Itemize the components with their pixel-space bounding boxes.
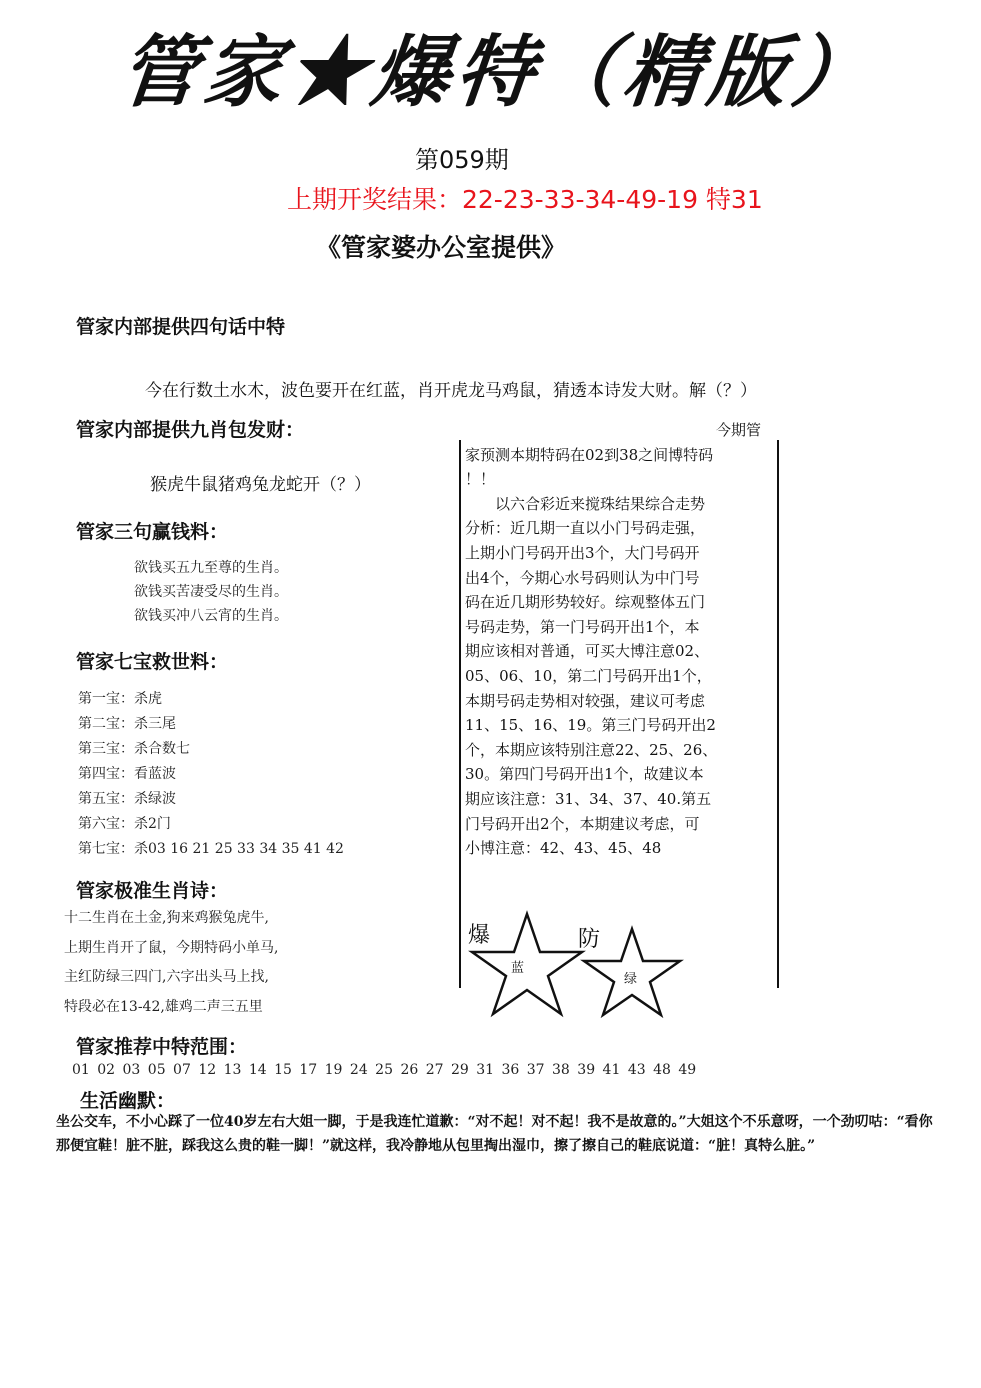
seven-treasures-heading: 管家七宝救世料：: [76, 651, 229, 673]
zodiac-poem-line: 十二生肖在土金,狗来鸡猴兔虎牛,: [64, 910, 269, 926]
analysis-line: 本期号码走势相对较强，建议可考虑: [465, 691, 706, 710]
masthead-title: 管家★爆特（精版）: [115, 27, 881, 118]
analysis-line: 上期小门号码开出3个，大门号码开: [465, 543, 700, 562]
zodiac-poem-heading: 管家极准生肖诗：: [76, 880, 229, 902]
treasure-item: [78, 763, 176, 783]
analysis-line: 门号码开出2个，本期建议考虑，可: [465, 814, 700, 833]
three-lines-line: 欲钱买五九至尊的生肖。: [134, 560, 288, 576]
analysis-line: 出4个，今期心水号码则认为中门号: [465, 568, 700, 587]
treasure-value: 杀合数七: [134, 741, 190, 757]
treasure-label: 第四宝：: [78, 766, 134, 782]
analysis-line: 05、06、10，第二门号码开出1个，: [465, 666, 712, 685]
treasure-item: [78, 788, 176, 808]
zodiac-poem-line: 特段必在13-42,雄鸡二声三五里: [64, 999, 263, 1015]
range-numbers: 01 02 03 05 07 12 13 14 15 17 19 24 25 26 27 29 31 36 37 38 39 41 43 48 49: [72, 1062, 697, 1078]
treasure-value: 杀2门: [134, 816, 171, 832]
humor-text: 坐公交车，不小心踩了一位40岁左右大姐一脚，于是我连忙道歉：“对不起！对不起！我不是故意的。”大姐这个不乐意呀，一个劲叨咕：“看你那便宜鞋！脏不脏，踩我这么贵的鞋一脚！”就这样，我冷静地从包里掏出湿巾，擦了擦自己的鞋底说道：“脏！真特么脏。”: [56, 1114, 933, 1154]
treasure-label: 第三宝：: [78, 741, 134, 757]
treasure-item: [78, 688, 162, 708]
treasure-label: 第一宝：: [78, 691, 134, 707]
last-result: 上期开奖结果：22-23-33-34-49-19 特31: [287, 185, 763, 214]
analysis-line: 分析：近几期一直以小门号码走强，: [465, 519, 706, 538]
star-label-guard: 防: [578, 927, 601, 952]
analysis-line: 今期管: [715, 421, 761, 439]
star-label-explode: 爆: [468, 923, 491, 948]
nine-zodiac-text: 猴虎牛鼠猪鸡兔龙蛇开（？）: [150, 475, 371, 495]
treasure-value: 看蓝波: [134, 766, 176, 782]
treasure-value: 杀03 16 21 25 33 34 35 41 42: [134, 841, 344, 857]
treasure-label: 第二宝：: [78, 716, 134, 732]
treasure-item: [78, 813, 171, 833]
analysis-line: 号码走势，第一门号码开出1个，本: [465, 617, 700, 636]
nine-zodiac-heading: 管家内部提供九肖包发财：: [76, 419, 305, 441]
four-lines-heading: 管家内部提供四句话中特: [76, 316, 286, 338]
treasure-value: 杀三尾: [134, 716, 176, 732]
three-lines-line: 欲钱买冲八云宵的生肖。: [134, 608, 288, 624]
treasure-label: 第七宝：: [78, 841, 134, 857]
treasure-value: 杀虎: [134, 691, 162, 707]
analysis-text: [465, 418, 769, 861]
zodiac-poem-line: 主红防绿三四门,六字出头马上找,: [64, 969, 269, 985]
analysis-line: 期应该相对普通，可买大博注意02、: [465, 642, 710, 661]
analysis-line: 个，本期应该特别注意22、25、26、: [465, 740, 718, 759]
star-inner-blue: 蓝: [511, 961, 525, 976]
star-inner-green: 绿: [624, 972, 638, 987]
analysis-line: 家预测本期特码在02到38之间博特码: [465, 445, 714, 464]
treasure-item: [78, 713, 176, 733]
analysis-line: 11、15、16、19。第三门号码开出2: [465, 716, 716, 735]
treasure-label: 第六宝：: [78, 816, 134, 832]
four-lines-text: 今在行数土水木，波色要开在红蓝，肖开虎龙马鸡鼠，猜透本诗发大财。解（？）: [145, 381, 757, 401]
treasure-item: [78, 838, 344, 858]
analysis-line: 以六合彩近来搅珠结果综合走势: [465, 494, 706, 513]
humor-heading: 生活幽默：: [80, 1090, 176, 1112]
range-heading: 管家推荐中特范围：: [76, 1036, 248, 1058]
analysis-line: 码在近几期形势较好。综观整体五门: [465, 593, 706, 612]
treasure-label: 第五宝：: [78, 791, 134, 807]
treasure-item: [78, 738, 190, 758]
issue-number: 第059期: [415, 146, 509, 174]
treasure-value: 杀绿波: [134, 791, 176, 807]
zodiac-poem-line: 上期生肖开了鼠，今期特码小单马,: [64, 940, 279, 956]
provider-line: 《管家婆办公室提供》: [316, 233, 567, 262]
three-lines-line: 欲钱买苦凄受尽的生肖。: [134, 584, 288, 600]
analysis-line: 期应该注意：31、34、37、40.第五: [465, 789, 712, 808]
analysis-line: 30。第四门号码开出1个，故建议本: [465, 765, 704, 784]
analysis-line: 小博注意：42、43、45、48: [465, 839, 662, 858]
analysis-line: ！！: [465, 470, 496, 489]
three-lines-heading: 管家三句赢钱料：: [76, 521, 229, 543]
